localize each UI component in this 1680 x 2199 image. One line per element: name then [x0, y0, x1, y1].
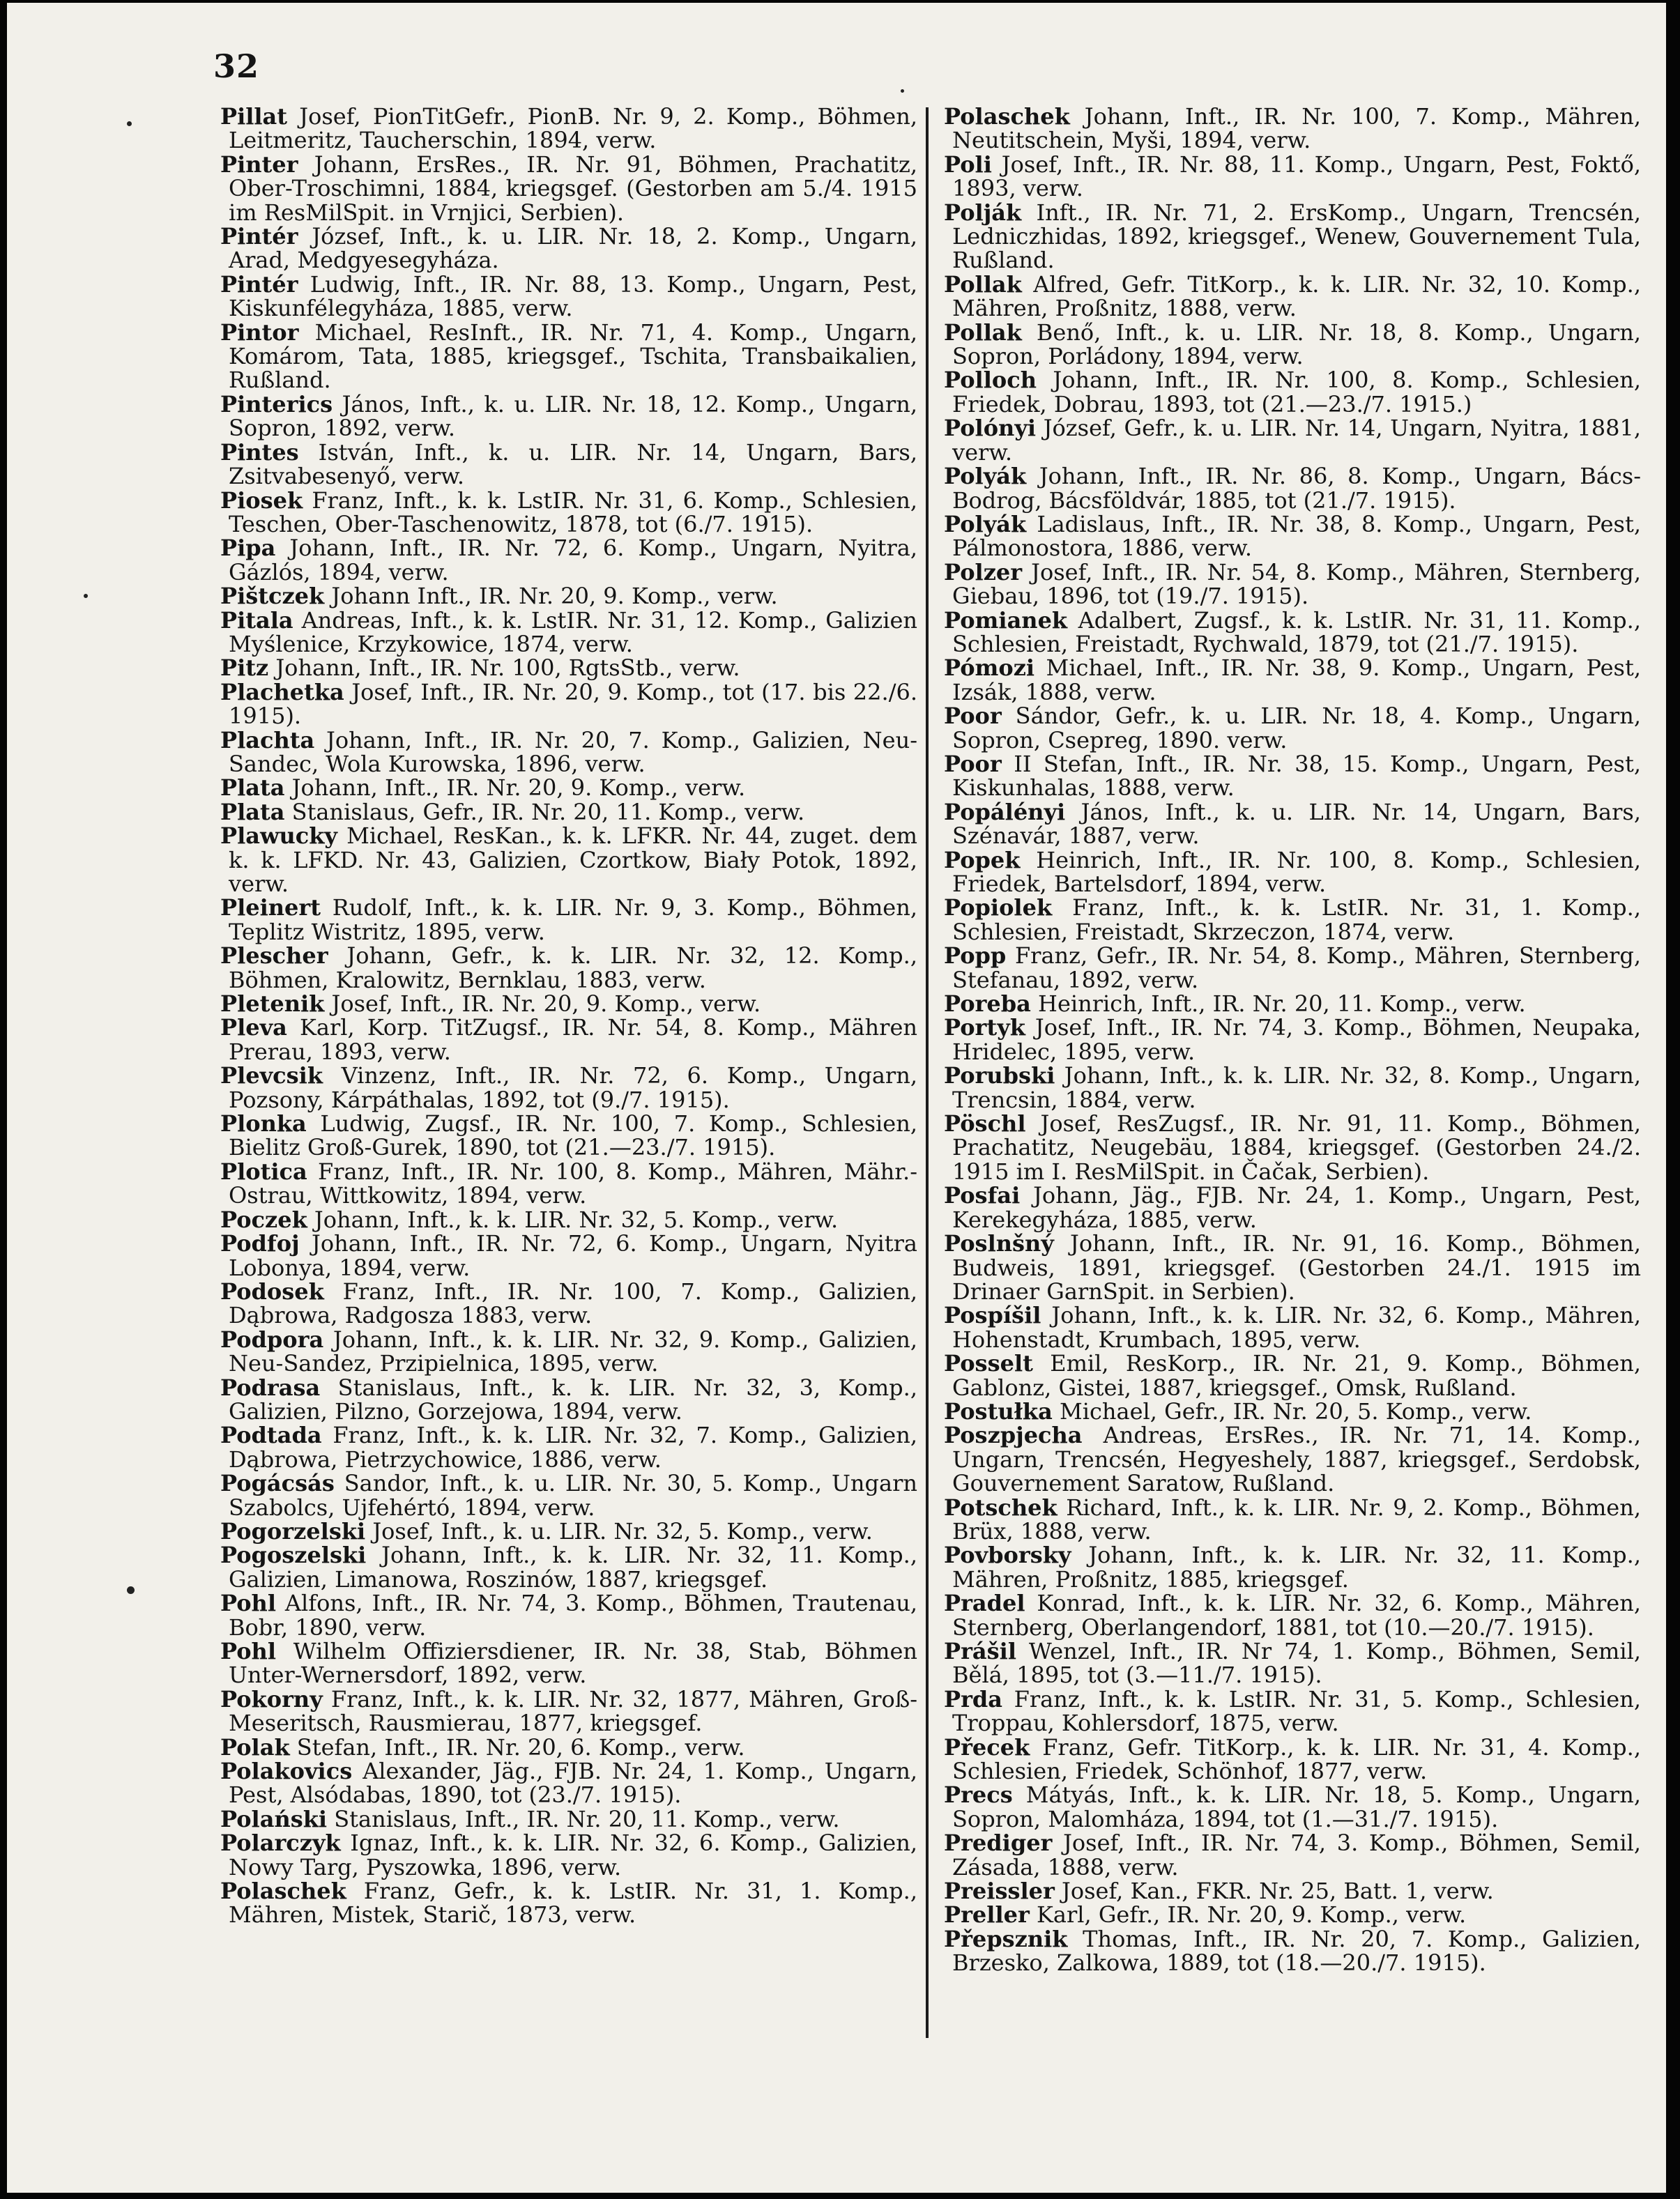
- roster-entry: [944, 656, 1641, 704]
- entry-surname: Piosek: [220, 486, 303, 514]
- roster-entry: [220, 1639, 917, 1687]
- entry-surname: Polański: [220, 1805, 328, 1832]
- roster-entry: [944, 1423, 1641, 1495]
- entry-details: Konrad, Inft., k. k. LIR. Nr. 32, 6. Komp., Mähren, Sternberg, Oberlangendorf, 1881, tot (10.—20./7. 1915).: [952, 1590, 1642, 1641]
- entry-details: János, Inft., k. u. LIR. Nr. 18, 12. Komp., Ungarn, Sopron, 1892, verw.: [229, 390, 918, 442]
- entry-details: Sándor, Gefr., k. u. LIR. Nr. 18, 4. Komp., Ungarn, Sopron, Csepreg, 1890. verw.: [952, 703, 1642, 753]
- roster-entry: [220, 1280, 917, 1328]
- roster-entry: [220, 1519, 917, 1543]
- roster-entry: [944, 848, 1641, 896]
- entry-surname: Pohl: [220, 1638, 276, 1664]
- roster-entry: [220, 153, 917, 224]
- entry-details: János, Inft., k. u. LIR. Nr. 14, Ungarn, Bars, Szénavár, 1887, verw.: [952, 798, 1642, 850]
- entry-surname: Plawucky: [220, 822, 338, 850]
- roster-entry: [944, 416, 1641, 464]
- entry-surname: Portyk: [944, 1014, 1025, 1041]
- entry-surname: Pintor: [220, 319, 299, 346]
- entry-details: Stanislaus, Gefr., IR. Nr. 20, 11. Komp., verw.: [291, 798, 805, 825]
- roster-entry: [220, 1879, 917, 1927]
- entry-surname: Prášil: [944, 1638, 1016, 1664]
- entry-surname: Pradel: [944, 1590, 1025, 1617]
- roster-entry: [944, 1543, 1641, 1591]
- entry-details: Franz, Gefr. TitKorp., k. k. LIR. Nr. 31, 4. Komp., Schlesien, Friedek, Schönhof, 1877, verw.: [952, 1733, 1642, 1785]
- roster-entry: [944, 1496, 1641, 1544]
- entry-details: Michael, Gefr., IR. Nr. 20, 5. Komp., verw.: [1060, 1397, 1532, 1425]
- entry-surname: Poor: [944, 703, 1002, 730]
- entry-surname: Prda: [944, 1685, 1003, 1713]
- roster-entry: [944, 368, 1641, 416]
- entry-details: Johann, Inft., IR. Nr. 20, 9. Komp., verw.: [291, 774, 746, 802]
- entry-surname: Povborsky: [944, 1542, 1071, 1569]
- roster-entry: [220, 1328, 917, 1376]
- entry-surname: Podosek: [220, 1278, 324, 1305]
- entry-details: Johann, Inft., IR. Nr. 86, 8. Komp., Ungarn, Bács-Bodrog, Bácsföldvár, 1885, tot (21./7. 1915).: [952, 463, 1642, 514]
- entry-surname: Pollak: [944, 319, 1022, 346]
- entry-details: Franz, Inft., k. k. LstIR. Nr. 31, 6. Komp., Schlesien, Teschen, Ober-Taschenowitz, 1878, tot (6./7. 1915).: [229, 486, 918, 537]
- roster-entry: [220, 105, 917, 153]
- entry-details: Franz, Gefr., k. k. LstIR. Nr. 31, 1. Komp., Mähren, Mistek, Starič, 1873, verw.: [229, 1878, 918, 1929]
- entry-surname: Plotica: [220, 1158, 307, 1185]
- entry-surname: Posselt: [944, 1350, 1033, 1377]
- entry-details: Johann, Jäg., FJB. Nr. 24, 1. Komp., Ungarn, Pest, Kerekegyháza, 1885, verw.: [952, 1182, 1641, 1233]
- entry-details: Johann, Inft., IR. Nr. 72, 6. Komp., Ungarn, Nyitra Lobonya, 1894, verw.: [229, 1230, 918, 1281]
- roster-entry: [220, 896, 917, 944]
- entry-surname: Pospíšil: [944, 1302, 1041, 1329]
- entry-surname: Pokorny: [220, 1685, 323, 1713]
- entry-details: Johann, Inft., k. k. LIR. Nr. 32, 9. Komp., Galizien, Neu-Sandez, Przipielnica, 1895, verw.: [229, 1326, 918, 1377]
- entry-details: Johann, Gefr., k. k. LIR. Nr. 32, 12. Komp., Böhmen, Kralowitz, Bernklau, 1883, verw.: [229, 942, 918, 993]
- roster-entry: [220, 1733, 917, 1761]
- entry-surname: Plata: [220, 774, 285, 802]
- roster-entry: [944, 800, 1641, 848]
- entry-surname: Pištczek: [220, 583, 325, 610]
- roster-entry: [944, 704, 1641, 752]
- entry-surname: Pogorzelski: [220, 1517, 366, 1545]
- entry-details: Ludwig, Inft., IR. Nr. 88, 13. Komp., Ungarn, Pest, Kiskunfélegyháza, 1885, verw.: [229, 270, 918, 322]
- roster-entry: [220, 728, 917, 776]
- entry-surname: Pipa: [220, 535, 276, 562]
- entry-details: Wilhelm Offiziersdiener, IR. Nr. 38, Stab, Böhmen Unter-Wernersdorf, 1892, verw.: [229, 1638, 918, 1689]
- entry-details: Johann, Inft., IR. Nr. 100, 7. Komp., Mähren, Neutitschein, Myši, 1894, verw.: [952, 103, 1642, 154]
- entry-surname: Poszpjecha: [944, 1422, 1083, 1449]
- roster-entry: [220, 800, 917, 824]
- entry-surname: Polyák: [944, 510, 1027, 537]
- entry-surname: Plescher: [220, 942, 328, 970]
- entry-details: Josef, Inft., IR. Nr. 20, 9. Komp., tot (17. bis 22./6. 1915).: [229, 678, 918, 730]
- entry-surname: Pinter: [220, 151, 298, 178]
- entry-surname: Pogoszelski: [220, 1542, 367, 1569]
- entry-details: József, Inft., k. u. LIR. Nr. 18, 2. Komp., Ungarn, Arad, Medgyesegyháza.: [229, 223, 918, 274]
- roster-entry: [944, 464, 1641, 512]
- entry-details: Richard, Inft., k. k. LIR. Nr. 9, 2. Komp., Böhmen, Brüx, 1888, verw.: [952, 1494, 1642, 1545]
- entry-details: Mátyás, Inft., k. k. LIR. Nr. 18, 5. Komp., Ungarn, Sopron, Malomháza, 1894, tot (1.—31./7. 1915).: [952, 1782, 1642, 1832]
- roster-entry: [220, 1016, 917, 1064]
- roster-entry: [220, 321, 917, 392]
- entry-details: Heinrich, Inft., IR. Nr. 20, 11. Komp., verw.: [1038, 990, 1526, 1018]
- left-column: [220, 105, 917, 1927]
- entry-details: Johann, Inft., k. k. LIR. Nr. 32, 11. Komp., Mähren, Proßnitz, 1885, kriegsgef.: [952, 1542, 1642, 1593]
- roster-entry: [944, 105, 1641, 153]
- roster-entry: [944, 1183, 1641, 1232]
- entry-details: Johann Inft., IR. Nr. 20, 9. Komp., verw.: [331, 583, 778, 610]
- entry-surname: Polaschek: [220, 1878, 346, 1905]
- entry-surname: Posfai: [944, 1182, 1021, 1209]
- entry-surname: Polzer: [944, 558, 1023, 585]
- entry-details: Josef, ResZugsf., IR. Nr. 91, 11. Komp., Böhmen, Prachatitz, Neugebäu, 1884, kriegsgef. (Gestorben 24./2. 1915 im I. ResMilSpit. in Čačak, Serbien).: [952, 1110, 1641, 1185]
- entry-surname: Pintér: [220, 223, 298, 250]
- roster-entry: [220, 1543, 917, 1591]
- entry-details: Stefan, Inft., IR. Nr. 20, 6. Komp., verw.: [296, 1733, 745, 1761]
- entry-details: Adalbert, Zugsf., k. k. LstIR. Nr. 31, 11. Komp., Schlesien, Freistadt, Rychwald, 1879, tot (21./7. 1915).: [952, 606, 1642, 657]
- column-divider: [926, 107, 929, 2038]
- entry-surname: Poli: [944, 151, 992, 178]
- roster-entry: [220, 270, 918, 322]
- entry-details: Franz, Gefr., IR. Nr. 54, 8. Komp., Mähren, Sternberg, Stefanau, 1892, verw.: [952, 942, 1642, 993]
- roster-entry: [220, 656, 917, 680]
- entry-surname: Plachetka: [220, 678, 344, 705]
- roster-entry: [944, 1232, 1641, 1303]
- entry-details: Thomas, Inft., IR. Nr. 20, 7. Komp., Galizien, Brzesko, Zalkowa, 1889, tot (18.—20./7. 1915).: [952, 1925, 1642, 1977]
- entry-surname: Přecek: [944, 1733, 1030, 1761]
- entry-surname: Popp: [944, 942, 1007, 970]
- entry-details: Andreas, Inft., k. k. LstIR. Nr. 31, 12. Komp., Galizien Myślenice, Krzykowice, 1874, verw.: [229, 606, 918, 657]
- entry-surname: Poczek: [220, 1206, 307, 1233]
- entry-surname: Pillat: [220, 103, 288, 130]
- entry-details: Franz, Inft., IR. Nr. 100, 7. Komp., Galizien, Dąbrowa, Radgosza 1883, verw.: [229, 1278, 917, 1329]
- roster-entry: [944, 1016, 1641, 1064]
- roster-entry: [220, 1064, 917, 1112]
- entry-surname: Postułka: [944, 1397, 1053, 1425]
- entry-surname: Pohl: [220, 1590, 276, 1617]
- entry-surname: Polakovics: [220, 1758, 353, 1785]
- roster-entry: [944, 270, 1642, 322]
- entry-details: Stanislaus, Inft., k. k. LIR. Nr. 32, 3, Komp., Galizien, Pilzno, Gorzejowa, 1894, verw.: [229, 1374, 917, 1425]
- entry-surname: Plachta: [220, 726, 315, 753]
- entry-surname: Podfoj: [220, 1230, 300, 1257]
- entry-details: Inft., IR. Nr. 71, 2. ErsKomp., Ungarn, Trencsén, Ledniczhidas, 1892, kriegsgef., Wenew, Gouvernement Tula, Rußland.: [952, 199, 1642, 274]
- roster-entry: [220, 608, 917, 657]
- entry-details: Johann, Inft., IR. Nr. 72, 6. Komp., Ungarn, Nyitra, Gázlós, 1894, verw.: [229, 535, 918, 585]
- entry-surname: Pitala: [220, 606, 293, 634]
- roster-entry: [944, 608, 1641, 657]
- entry-details: Josef, PionTitGefr., PionB. Nr. 9, 2. Komp., Böhmen, Leitmeritz, Taucherschin, 1894, verw.: [229, 103, 918, 154]
- roster-entry: [220, 1831, 917, 1879]
- roster-entry: [220, 1591, 917, 1639]
- entry-surname: Polják: [944, 199, 1022, 226]
- roster-entry: [220, 774, 917, 802]
- entry-surname: Popek: [944, 846, 1021, 873]
- margin-speck: [901, 89, 904, 93]
- entry-surname: Polónyi: [944, 415, 1037, 442]
- entry-surname: Pómozi: [944, 654, 1035, 682]
- roster-entry: [944, 944, 1641, 992]
- roster-entry: [944, 1591, 1641, 1639]
- roster-entry: [220, 224, 917, 273]
- roster-entry: [220, 680, 917, 728]
- entry-surname: Pogácsás: [220, 1470, 335, 1497]
- entry-details: József, Gefr., k. u. LIR. Nr. 14, Ungarn, Nyitra, 1881, verw.: [952, 415, 1642, 466]
- entry-surname: Preller: [944, 1901, 1030, 1929]
- entry-details: Stanislaus, Inft., IR. Nr. 20, 11. Komp., verw.: [334, 1805, 840, 1832]
- entry-details: Benő, Inft., k. u. LIR. Nr. 18, 8. Komp., Ungarn, Sopron, Porládony, 1894, verw.: [952, 319, 1642, 370]
- entry-details: Heinrich, Inft., IR. Nr. 100, 8. Komp., Schlesien, Friedek, Bartelsdorf, 1894, verw.: [952, 846, 1642, 897]
- entry-details: Johann, Inft., k. k. LIR. Nr. 32, 8. Komp., Ungarn, Trencsin, 1884, verw.: [952, 1062, 1642, 1113]
- entry-details: Vinzenz, Inft., IR. Nr. 72, 6. Komp., Ungarn, Pozsony, Kárpáthalas, 1892, tot (9./7. 1915).: [229, 1062, 918, 1113]
- entry-details: Josef, Inft., IR. Nr. 74, 3. Komp., Böhmen, Neupaka, Hridelec, 1895, verw.: [952, 1014, 1642, 1065]
- entry-surname: Popiolek: [944, 894, 1053, 921]
- entry-surname: Pomianek: [944, 606, 1068, 634]
- entry-surname: Pintes: [220, 438, 299, 466]
- roster-entry: [220, 1807, 917, 1831]
- roster-entry: [944, 1879, 1641, 1903]
- roster-entry: [220, 1471, 917, 1519]
- entry-surname: Polak: [220, 1733, 290, 1761]
- roster-entry: [220, 1160, 917, 1208]
- roster-entry: [944, 153, 1641, 201]
- entry-details: Ignaz, Inft., k. k. LIR. Nr. 32, 6. Komp., Galizien, Nowy Targ, Pyszowka, 1896, verw.: [229, 1830, 918, 1880]
- entry-details: Alfred, Gefr. TitKorp., k. k. LIR. Nr. 32, 10. Komp., Mähren, Proßnitz, 1888, verw.: [952, 270, 1642, 322]
- roster-entry: [944, 896, 1641, 944]
- entry-details: István, Inft., k. u. LIR. Nr. 14, Ungarn, Bars, Zsitvabesenyő, verw.: [229, 438, 918, 490]
- entry-details: Ladislaus, Inft., IR. Nr. 38, 8. Komp., Ungarn, Pest, Pálmonostora, 1886, verw.: [952, 510, 1642, 562]
- entry-details: Michael, Inft., IR. Nr. 38, 9. Komp., Ungarn, Pest, Izsák, 1888, verw.: [952, 654, 1642, 705]
- roster-entry: [220, 1376, 917, 1424]
- entry-details: Johann, ErsRes., IR. Nr. 91, Böhmen, Prachatitz, Ober-Troschimni, 1884, kriegsgef. (Gestorben am 5./4. 1915 im ResMilSpit. in Vrnjici, Serbien).: [229, 151, 918, 226]
- roster-entry: [944, 992, 1641, 1016]
- roster-entry: [944, 1639, 1641, 1687]
- roster-entry: [944, 1927, 1641, 1975]
- roster-entry: [944, 201, 1641, 273]
- entry-details: Josef, Inft., IR. Nr. 20, 9. Komp., verw.: [331, 990, 761, 1018]
- entry-details: Josef, Inft., IR. Nr. 88, 11. Komp., Ungarn, Pest, Foktő, 1893, verw.: [952, 151, 1642, 202]
- roster-entry: [944, 1687, 1641, 1736]
- entry-details: Karl, Korp. TitZugsf., IR. Nr. 54, 8. Komp., Mähren Prerau, 1893, verw.: [229, 1014, 917, 1065]
- roster-entry: [944, 1064, 1641, 1112]
- entry-surname: Přepsznik: [944, 1925, 1068, 1952]
- entry-surname: Preissler: [944, 1878, 1055, 1905]
- entry-details: Josef, Kan., FKR. Nr. 25, Batt. 1, verw.: [1062, 1878, 1494, 1905]
- entry-details: Franz, Inft., k. k. LstIR. Nr. 31, 1. Komp., Schlesien, Freistadt, Skrzeczon, 1874, verw.: [952, 894, 1642, 945]
- roster-entry: [220, 536, 917, 584]
- roster-entry: [220, 1232, 917, 1280]
- roster-entry: [944, 1112, 1641, 1183]
- roster-entry: [220, 1687, 917, 1736]
- document-page: [7, 3, 1666, 2193]
- roster-entry: [220, 1759, 917, 1807]
- margin-speck: [127, 1586, 135, 1594]
- roster-entry: [944, 321, 1641, 369]
- entry-surname: Polyák: [944, 463, 1027, 490]
- entry-details: Johann, Inft., k. k. LIR. Nr. 32, 5. Komp., verw.: [314, 1206, 839, 1233]
- entry-details: Josef, Inft., IR. Nr. 54, 8. Komp., Mähren, Sternberg, Giebau, 1896, tot (19./7. 1915).: [952, 558, 1642, 610]
- entry-surname: Pöschl: [944, 1110, 1026, 1137]
- entry-surname: Poor: [944, 750, 1002, 777]
- entry-surname: Pollak: [944, 270, 1022, 298]
- entry-surname: Pitz: [220, 654, 269, 682]
- entry-surname: Polloch: [944, 367, 1037, 394]
- entry-details: Johann, Inft., IR. Nr. 91, 16. Komp., Böhmen, Budweis, 1891, kriegsgef. (Gestorben 24./1. 1915 im Drinaer GarnSpit. in Serbien).: [952, 1230, 1642, 1305]
- entry-surname: Plata: [220, 798, 285, 825]
- roster-entry: [220, 1208, 917, 1232]
- entry-details: Alexander, Jäg., FJB. Nr. 24, 1. Komp., Ungarn, Pest, Alsódabas, 1890, tot (23./7. 1915).: [229, 1758, 917, 1809]
- entry-surname: Porubski: [944, 1062, 1055, 1089]
- entry-details: Karl, Gefr., IR. Nr. 20, 9. Komp., verw.: [1036, 1901, 1467, 1929]
- entry-details: Johann, Inft., IR. Nr. 100, 8. Komp., Schlesien, Friedek, Dobrau, 1893, tot (21.—23./7. 1915.): [952, 367, 1642, 417]
- roster-entry: [220, 824, 917, 896]
- roster-entry: [944, 1733, 1642, 1785]
- entry-details: Michael, ResKan., k. k. LFKR. Nr. 44, zuget. dem k. k. LFKD. Nr. 43, Galizien, Czortkow, Biały Potok, 1892, verw.: [229, 822, 918, 897]
- entry-surname: Polaschek: [944, 103, 1070, 130]
- entry-details: Michael, ResInft., IR. Nr. 71, 4. Komp., Ungarn, Komárom, Tata, 1885, kriegsgef., Tschita, Transbaikalien, Rußland.: [229, 319, 918, 394]
- entry-surname: Podpora: [220, 1326, 324, 1353]
- roster-entry: [220, 1112, 917, 1160]
- roster-entry: [220, 944, 917, 992]
- roster-entry: [944, 560, 1641, 608]
- entry-details: Rudolf, Inft., k. k. LIR. Nr. 9, 3. Komp., Böhmen, Teplitz Wistritz, 1895, verw.: [229, 894, 918, 945]
- entry-details: Johann, Inft., k. k. LIR. Nr. 32, 11. Komp., Galizien, Limanowa, Roszinów, 1887, kriegsgef.: [229, 1542, 918, 1593]
- roster-entry: [944, 1831, 1641, 1879]
- entry-details: Josef, Inft., k. u. LIR. Nr. 32, 5. Komp., verw.: [372, 1517, 873, 1545]
- roster-entry: [944, 752, 1641, 800]
- roster-entry: [220, 392, 917, 440]
- roster-entry: [944, 1783, 1641, 1831]
- roster-entry: [944, 1303, 1641, 1351]
- entry-details: Franz, Inft., k. k. LIR. Nr. 32, 1877, Mähren, Groß-Meseritsch, Rausmierau, 1877, kriegsgef.: [229, 1685, 918, 1737]
- entry-details: Franz, Inft., k. k. LstIR. Nr. 31, 5. Komp., Schlesien, Troppau, Kohlersdorf, 1875, verw.: [952, 1685, 1642, 1737]
- entry-surname: Potschek: [944, 1494, 1057, 1521]
- entry-details: Emil, ResKorp., IR. Nr. 21, 9. Komp., Böhmen, Gablonz, Gistei, 1887, kriegsgef., Omsk, Rußland.: [952, 1350, 1642, 1401]
- margin-speck: [127, 121, 132, 126]
- entry-surname: Polarczyk: [220, 1830, 341, 1857]
- entry-surname: Pintér: [220, 270, 298, 298]
- entry-details: Johann, Inft., k. k. LIR. Nr. 32, 6. Komp., Mähren, Hohenstadt, Krumbach, 1895, verw.: [952, 1302, 1642, 1353]
- roster-entry: [220, 992, 917, 1016]
- entry-details: Andreas, ErsRes., IR. Nr. 71, 14. Komp., Ungarn, Trencsén, Hegyeshely, 1887, kriegsgef., Serdobsk, Gouvernement Saratow, Rußland.: [952, 1422, 1642, 1497]
- entry-details: Johann, Inft., IR. Nr. 100, RgtsStb., verw.: [275, 654, 740, 682]
- entry-details: II Stefan, Inft., IR. Nr. 38, 15. Komp., Ungarn, Pest, Kiskunhalas, 1888, verw.: [952, 750, 1642, 802]
- entry-details: Franz, Inft., k. k. LIR. Nr. 32, 7. Komp., Galizien, Dąbrowa, Pietrzychowice, 1886, verw.: [229, 1422, 918, 1473]
- entry-surname: Pinterics: [220, 390, 333, 417]
- entry-surname: Pletenik: [220, 990, 325, 1018]
- roster-entry: [220, 486, 918, 537]
- entry-details: Ludwig, Zugsf., IR. Nr. 100, 7. Komp., Schlesien, Bielitz Groß-Gurek, 1890, tot (21.—23./7. 1915).: [229, 1110, 918, 1161]
- entry-details: Josef, Inft., IR. Nr. 74, 3. Komp., Böhmen, Semil, Zásada, 1888, verw.: [952, 1830, 1641, 1880]
- entry-surname: Plonka: [220, 1110, 307, 1137]
- entry-details: Wenzel, Inft., IR. Nr 74, 1. Komp., Böhmen, Semil, Bělá, 1895, tot (3.—11./7. 1915).: [952, 1638, 1642, 1689]
- roster-entry: [220, 584, 917, 608]
- entry-surname: Plevcsik: [220, 1062, 323, 1089]
- entry-surname: Podtada: [220, 1422, 322, 1449]
- entry-details: Alfons, Inft., IR. Nr. 74, 3. Komp., Böhmen, Trautenau, Bobr, 1890, verw.: [229, 1590, 918, 1641]
- roster-entry: [220, 1423, 917, 1471]
- margin-speck: [84, 594, 88, 598]
- entry-surname: Podrasa: [220, 1374, 321, 1401]
- entry-surname: Pleinert: [220, 894, 321, 921]
- page-number: 32: [213, 47, 260, 85]
- entry-surname: Poreba: [944, 990, 1031, 1018]
- entry-details: Sandor, Inft., k. u. LIR. Nr. 30, 5. Komp., Ungarn Szabolcs, Ujfehértó, 1894, verw.: [229, 1470, 918, 1521]
- roster-entry: [944, 1351, 1641, 1400]
- roster-entry: [944, 1397, 1641, 1425]
- entry-surname: Popálényi: [944, 798, 1066, 825]
- roster-entry: [944, 1901, 1641, 1929]
- entry-details: Johann, Inft., IR. Nr. 20, 7. Komp., Galizien, Neu-Sandec, Wola Kurowska, 1896, verw.: [229, 726, 918, 777]
- entry-surname: Pleva: [220, 1014, 287, 1041]
- right-column: [944, 105, 1641, 1975]
- entry-surname: Precs: [944, 1782, 1013, 1809]
- entry-surname: Poslnšný: [944, 1230, 1054, 1257]
- roster-entry: [944, 512, 1641, 560]
- entry-details: Franz, Inft., IR. Nr. 100, 8. Komp., Mähren, Mähr.-Ostrau, Wittkowitz, 1894, verw.: [229, 1158, 917, 1209]
- entry-surname: Prediger: [944, 1830, 1053, 1857]
- roster-entry: [220, 440, 917, 489]
